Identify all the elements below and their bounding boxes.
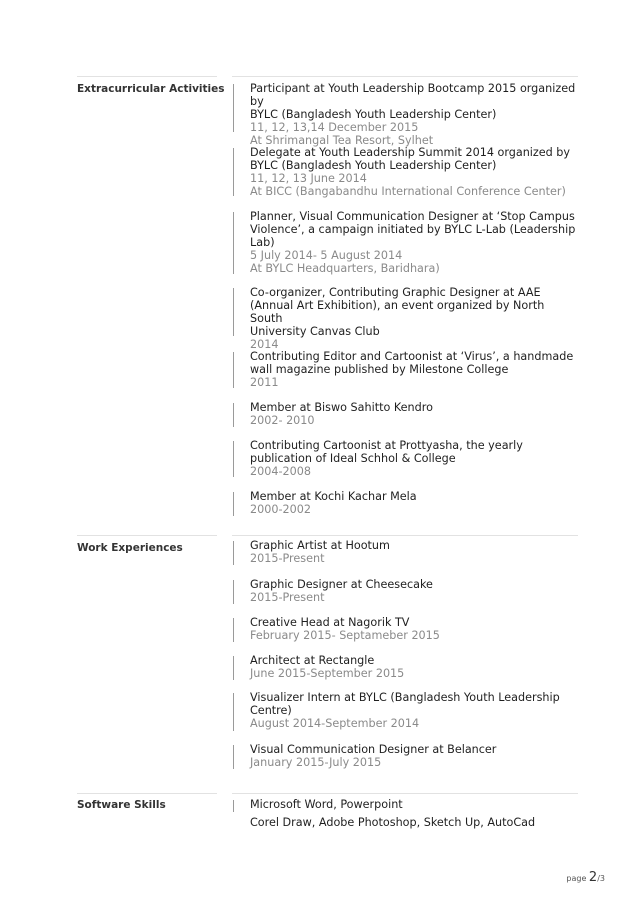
entry-date: 2004-2008 (250, 465, 311, 478)
entry-location: At BICC (Bangabandhu International Conference Center) (250, 185, 566, 198)
entry-title: Member at Kochi Kachar Mela (250, 490, 417, 503)
skills-line: Microsoft Word, Powerpoint (250, 798, 403, 811)
entry-location: At Shrimangal Tea Resort, Sylhet (250, 134, 434, 147)
page-current: 2 (588, 870, 598, 885)
entry-location: At BYLC Headquarters, Baridhara) (250, 262, 440, 275)
entry-marker (233, 148, 234, 196)
activity-entry (250, 146, 580, 198)
work-entry (250, 539, 580, 565)
section-divider (232, 793, 578, 794)
activity-entry (250, 82, 580, 147)
page-number (566, 870, 605, 885)
entry-title: Contributing Cartoonist at Prottyasha, the yearly publication of Ideal Schhol & College (250, 439, 523, 465)
section-divider (77, 793, 217, 794)
entry-marker (233, 693, 234, 731)
section-label-software-skills: Software Skills (77, 799, 166, 811)
entry-date: January 2015-July 2015 (250, 756, 382, 769)
entry-marker (233, 492, 234, 516)
entry-marker (233, 212, 234, 274)
page-total: /3 (597, 874, 605, 883)
entry-date: February 2015- Septameber 2015 (250, 629, 440, 642)
entry-title: Co-organizer, Contributing Graphic Designer at AAE (Annual Art Exhibition), an event organized by North South University Canvas Club (250, 286, 545, 338)
entry-marker (233, 656, 234, 680)
entry-title: Creative Head at Nagorik TV (250, 616, 410, 629)
entry-date: 11, 12, 13,14 December 2015 (250, 121, 419, 134)
page-prefix: page (566, 874, 589, 883)
entry-date: 2011 (250, 376, 279, 389)
entry-title: Graphic Designer at Cheesecake (250, 578, 433, 591)
activity-entry (250, 350, 580, 389)
entry-date: 2002- 2010 (250, 414, 315, 427)
entry-title: Participant at Youth Leadership Bootcamp 2015 organized by BYLC (Bangladesh Youth Leadership Center) (250, 82, 576, 121)
entry-date: August 2014-September 2014 (250, 717, 420, 730)
work-entry (250, 654, 580, 680)
activity-entry (250, 490, 580, 516)
section-divider (232, 76, 578, 77)
entry-title: Graphic Artist at Hootum (250, 539, 390, 552)
entry-date: June 2015-September 2015 (250, 667, 405, 680)
entry-title: Contributing Editor and Cartoonist at ‘Virus’, a handmade wall magazine published by Milestone College (250, 350, 574, 376)
activity-entry (250, 401, 580, 427)
entry-title: Visual Communication Designer at Belancer (250, 743, 497, 756)
entry-marker (233, 580, 234, 604)
entry-marker (233, 745, 234, 769)
section-divider (77, 535, 217, 536)
entry-marker (233, 441, 234, 477)
entry-title: Delegate at Youth Leadership Summit 2014 organized by BYLC (Bangladesh Youth Leadership Center) (250, 146, 571, 172)
work-entry (250, 616, 580, 642)
skills-entry (250, 816, 580, 829)
entry-date: 5 July 2014- 5 August 2014 (250, 249, 403, 262)
section-divider (77, 76, 217, 77)
activity-entry (250, 210, 580, 275)
work-entry (250, 691, 580, 730)
entry-marker (233, 541, 234, 565)
activity-entry (250, 439, 580, 478)
entry-marker (233, 288, 234, 336)
entry-date: 2014 (250, 338, 279, 351)
entry-title: Architect at Rectangle (250, 654, 375, 667)
entry-marker (233, 800, 234, 812)
entry-title: Visualizer Intern at BYLC (Bangladesh Youth Leadership Centre) (250, 691, 560, 717)
entry-title: Planner, Visual Communication Designer at ‘Stop Campus Violence’, a campaign initiated by BYLC L-Lab (Leadership Lab) (250, 210, 576, 249)
entry-marker (233, 618, 234, 642)
section-divider (232, 535, 578, 536)
work-entry (250, 743, 580, 769)
section-label-work-experiences: Work Experiences (77, 542, 183, 554)
entry-date: 2000-2002 (250, 503, 311, 516)
activity-entry (250, 286, 580, 351)
entry-marker (233, 403, 234, 427)
section-label-extracurricular: Extracurricular Activities (77, 83, 225, 95)
entry-date: 2015-Present (250, 552, 325, 565)
entry-marker (233, 352, 234, 388)
work-entry (250, 578, 580, 604)
entry-date: 11, 12, 13 June 2014 (250, 172, 367, 185)
skills-line: Corel Draw, Adobe Photoshop, Sketch Up, AutoCad (250, 816, 536, 829)
entry-marker (233, 84, 234, 132)
entry-date: 2015-Present (250, 591, 325, 604)
skills-entry (250, 798, 580, 811)
entry-title: Member at Biswo Sahitto Kendro (250, 401, 433, 414)
